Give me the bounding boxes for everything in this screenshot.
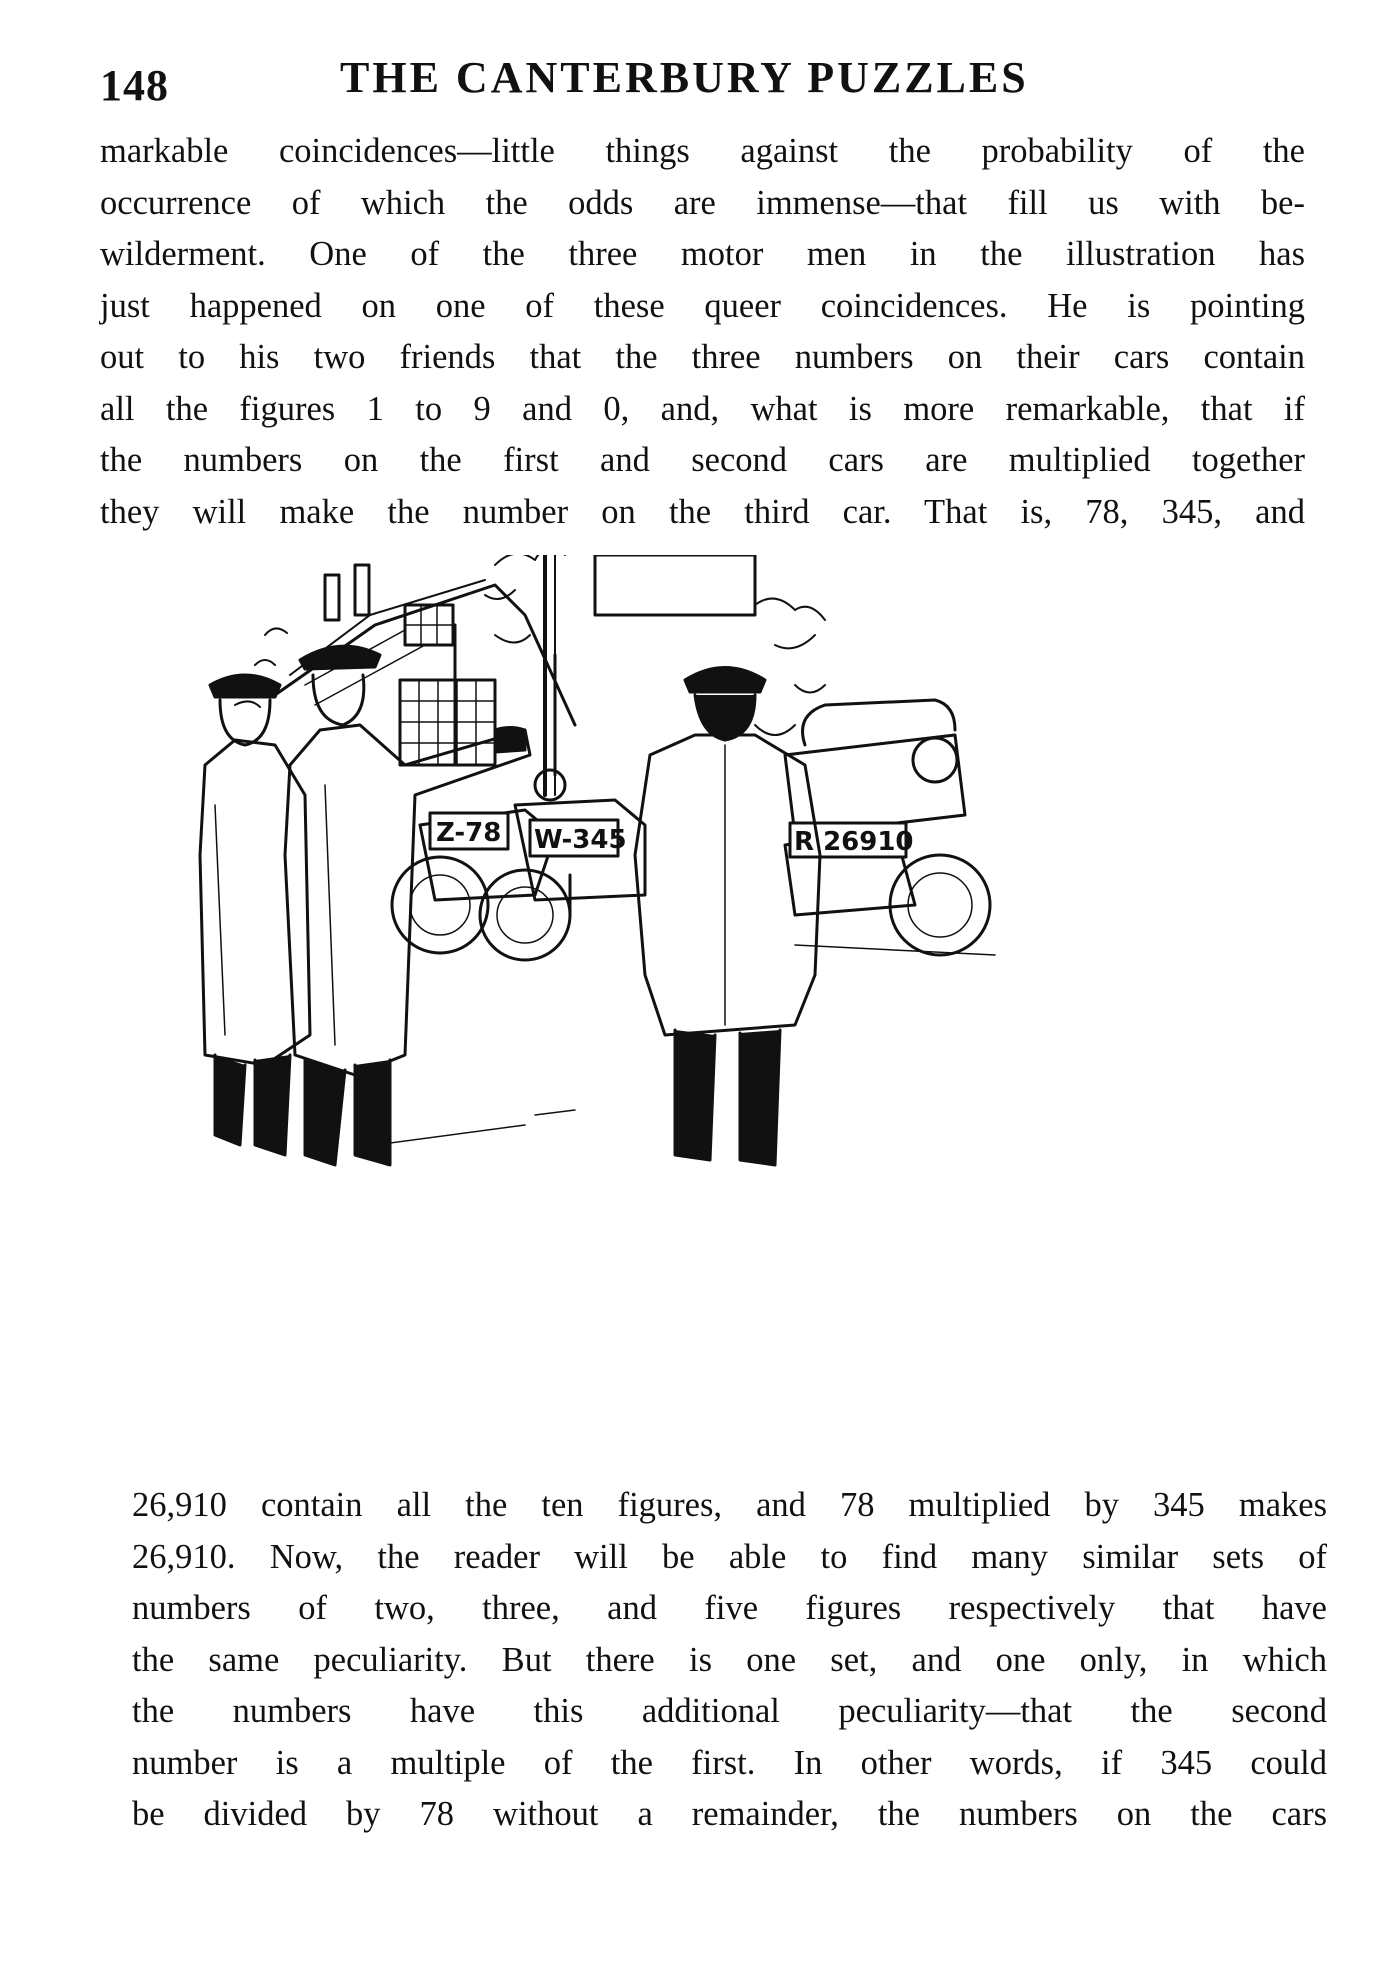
text-line: number is a multiple of the first. In other words, if 345 could	[132, 1743, 1327, 1782]
text-line: all the figures 1 to 9 and 0, and, what is more remarkable, that if	[100, 389, 1305, 428]
text-line: be divided by 78 without a remainder, the numbers on the cars	[132, 1795, 1327, 1833]
page-header	[100, 52, 1300, 112]
text-line: numbers of two, three, and five figures respectively that have	[132, 1589, 1327, 1627]
motor-man-left	[200, 675, 310, 1155]
page-number: 148	[100, 61, 169, 110]
text-line: the same peculiarity. But there is one set, and one only, in which	[132, 1640, 1327, 1679]
text-line: the numbers on the first and second cars are multiplied together	[100, 441, 1305, 479]
text-line: 26,910. Now, the reader will be able to find many similar sets of	[132, 1537, 1327, 1576]
plate-car-2: W-345	[534, 825, 627, 855]
plate-car-1: Z-78	[436, 818, 502, 848]
text-line: occurrence of which the odds are immense—that fill us with be-	[100, 183, 1305, 222]
motor-men-illustration	[195, 555, 1245, 1455]
paragraph-bottom	[132, 1480, 1327, 1841]
text-line: markable coincidences—little things against the probability of the	[100, 132, 1305, 170]
text-line: 26,910 contain all the ten figures, and 78 multiplied by 345 makes	[132, 1486, 1327, 1524]
text-line: just happened on one of these queer coincidences. He is pointing	[100, 286, 1305, 325]
plate-car-3: R 26910	[794, 827, 914, 857]
car-middle	[480, 770, 645, 960]
text-line: wilderment. One of the three motor men in the illustration has	[100, 235, 1305, 273]
running-title: THE CANTERBURY PUZZLES	[340, 53, 1029, 102]
paragraph-top	[100, 126, 1305, 538]
text-line: out to his two friends that the three numbers on their cars contain	[100, 338, 1305, 376]
text-line: the numbers have this additional peculiarity—that the second	[132, 1692, 1327, 1730]
motor-man-back	[635, 668, 820, 1166]
motor-man-pointing	[285, 646, 530, 1165]
text-line: they will make the number on the third car. That is, 78, 345, and	[100, 492, 1305, 531]
